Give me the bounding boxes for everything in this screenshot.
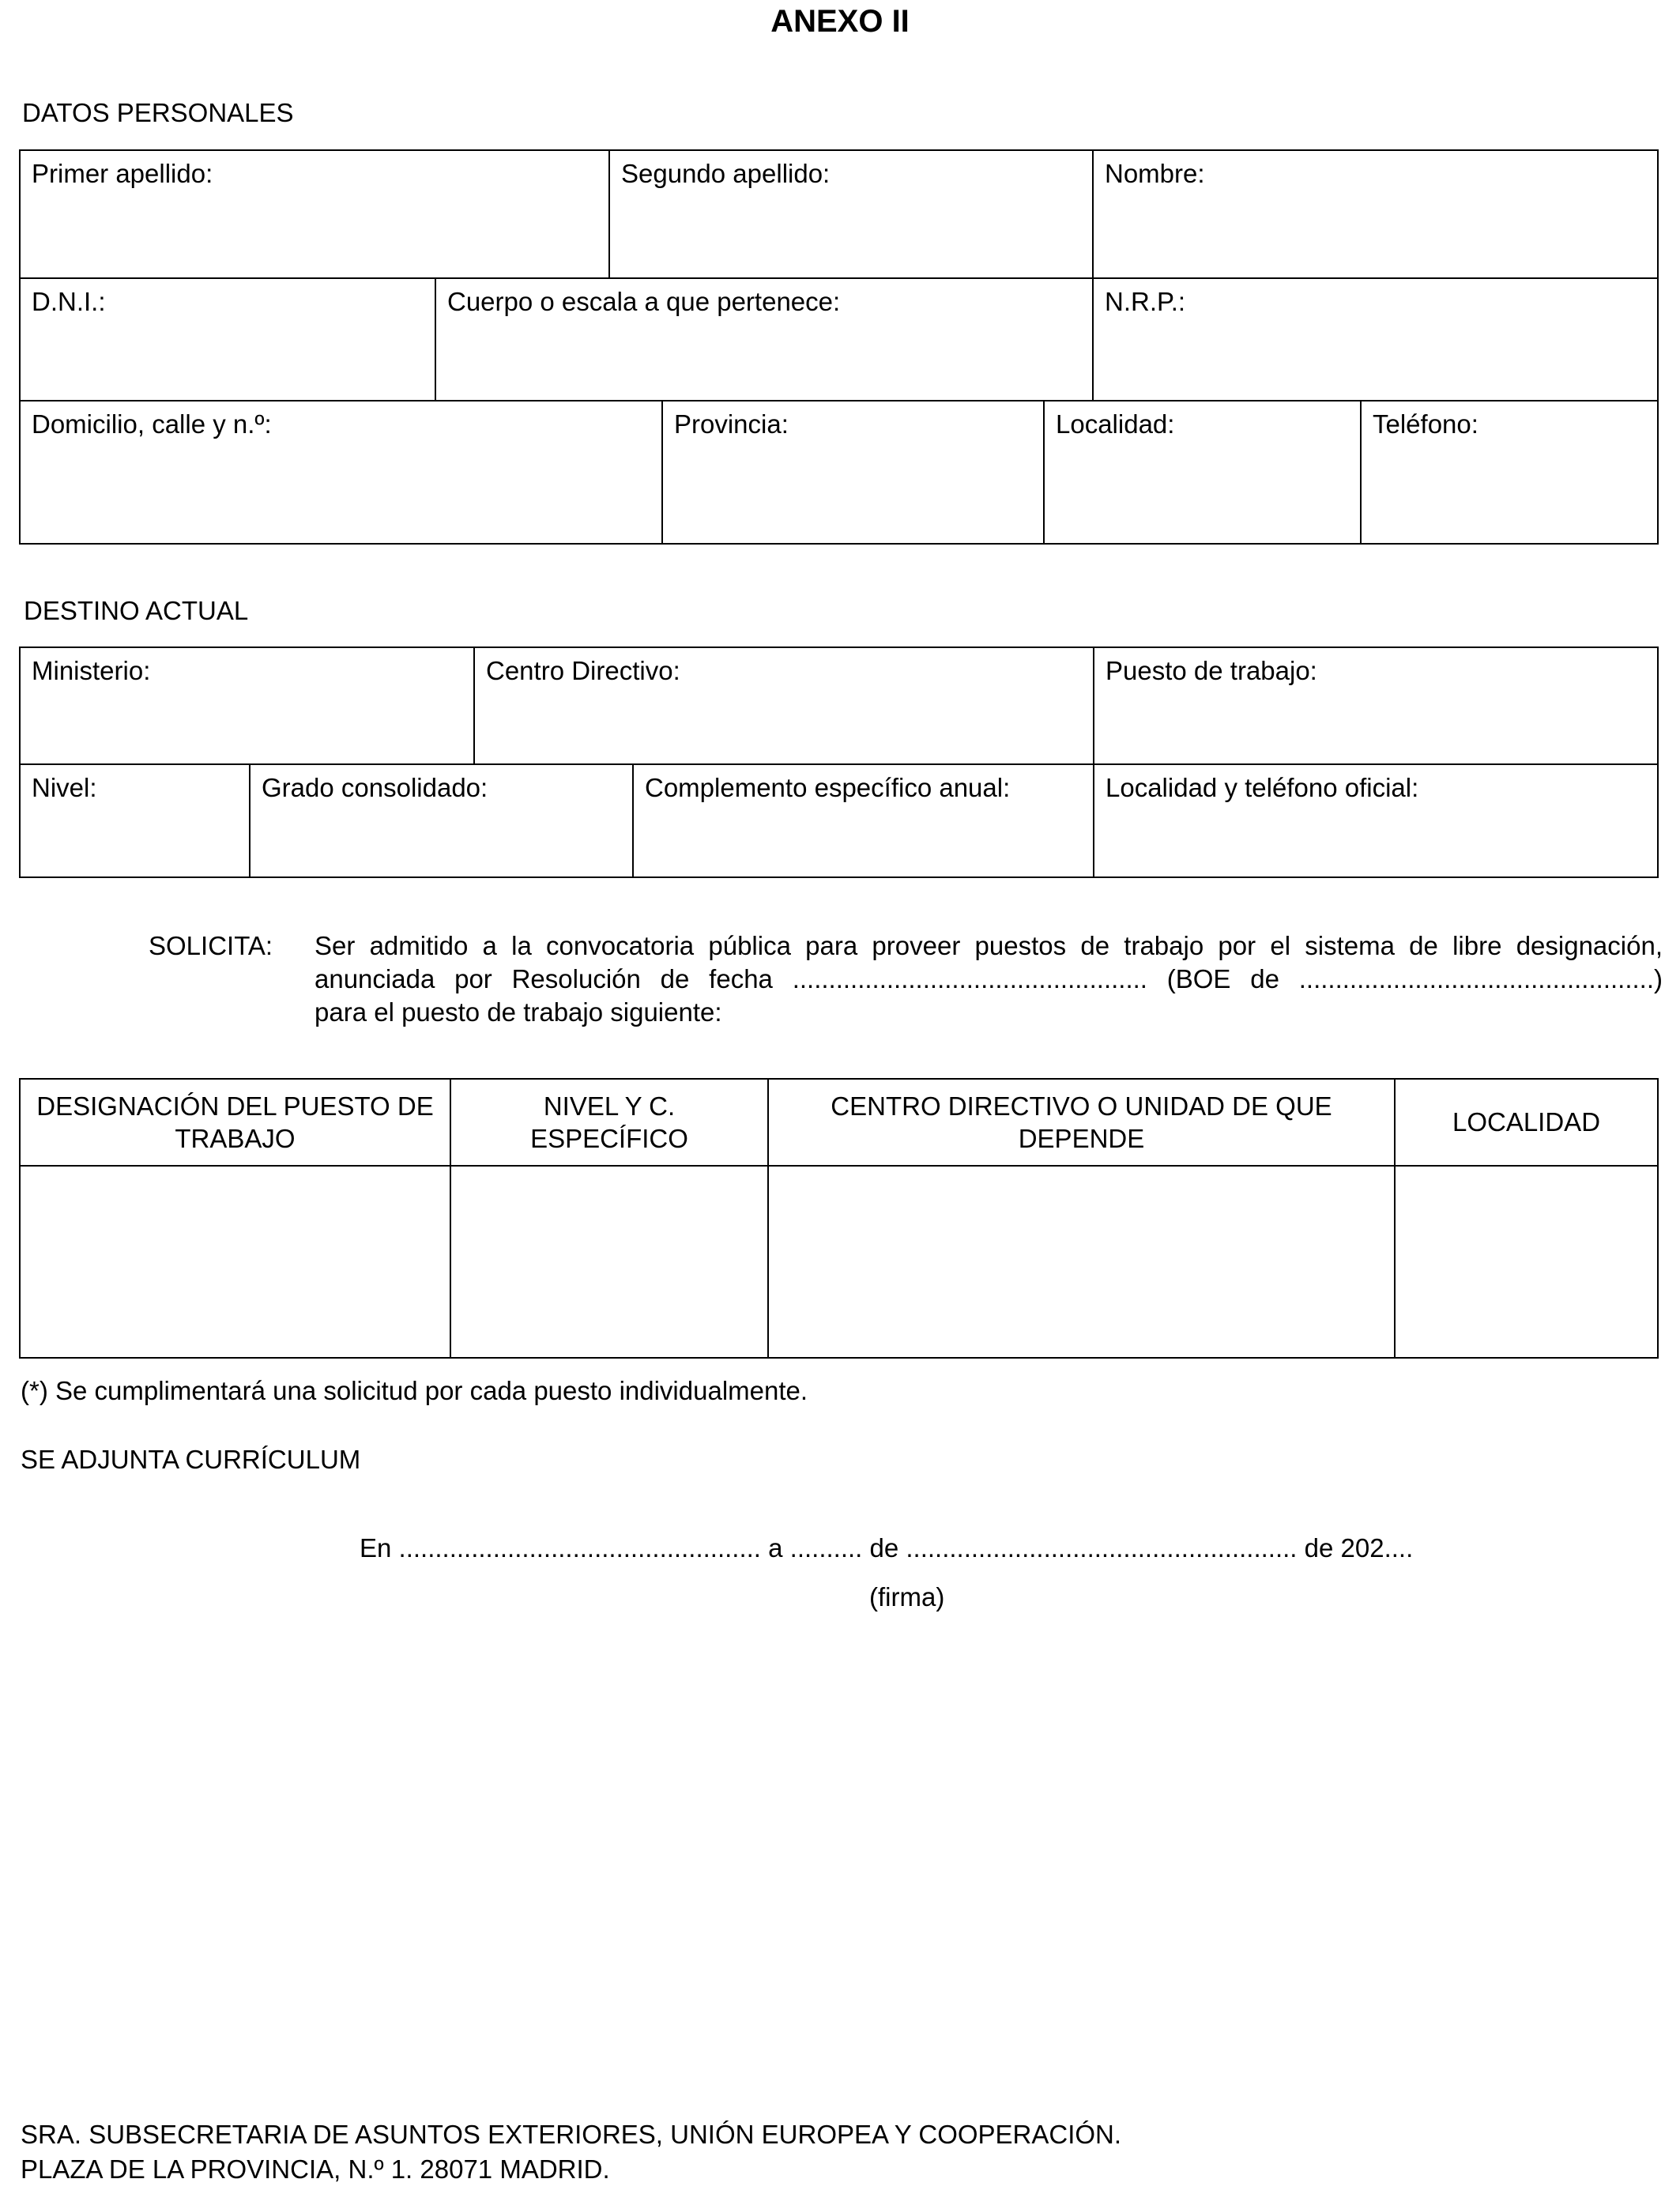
- field-domicilio[interactable]: [21, 401, 663, 543]
- document-title: ANEXO II: [770, 4, 910, 39]
- header-label: LOCALIDAD: [1452, 1107, 1601, 1137]
- field-nrp[interactable]: [1094, 279, 1657, 401]
- field-label: Segundo apellido:: [621, 159, 831, 188]
- field-label: Provincia:: [674, 409, 789, 439]
- table-cell-designacion[interactable]: [21, 1167, 451, 1357]
- field-telefono[interactable]: [1362, 401, 1657, 543]
- section-heading-datos-personales: DATOS PERSONALES: [22, 98, 294, 127]
- field-label: Nivel:: [32, 773, 97, 802]
- addressee-line-1: SRA. SUBSECRETARIA DE ASUNTOS EXTERIORES, UNIÓN EUROPEA Y COOPERACIÓN.: [21, 2120, 1122, 2149]
- header-label: CENTRO DIRECTIVO O UNIDAD DE QUE DEPENDE: [831, 1091, 1332, 1153]
- field-ministerio[interactable]: [21, 648, 475, 765]
- field-cuerpo-escala[interactable]: [436, 279, 1094, 401]
- addressee-line-2: PLAZA DE LA PROVINCIA, N.º 1. 28071 MADRID.: [21, 2154, 610, 2184]
- footnote: (*) Se cumplimentará una solicitud por cada puesto individualmente.: [21, 1376, 808, 1405]
- field-provincia[interactable]: [663, 401, 1045, 543]
- datos-personales-table: [19, 149, 1659, 545]
- solicita-line: para el puesto de trabajo siguiente:: [315, 997, 722, 1027]
- table-cell-nivel[interactable]: [451, 1167, 769, 1357]
- puesto-table: [19, 1078, 1659, 1359]
- field-dni[interactable]: [21, 279, 436, 401]
- field-nombre[interactable]: [1094, 151, 1657, 279]
- solicita-line: anunciada por Resolución de fecha ................................................. (BOE de .................................................): [315, 964, 1663, 993]
- field-label: Puesto de trabajo:: [1106, 656, 1317, 685]
- field-nivel[interactable]: [21, 765, 250, 876]
- table-header-designacion: [21, 1080, 451, 1167]
- field-label: Nombre:: [1105, 159, 1205, 188]
- field-label: Localidad:: [1056, 409, 1175, 439]
- field-label: Cuerpo o escala a que pertenece:: [447, 287, 841, 316]
- field-label: Grado consolidado:: [262, 773, 488, 802]
- header-label: DESIGNACIÓN DEL PUESTO DE TRABAJO: [36, 1091, 434, 1153]
- section-heading-destino-actual: DESTINO ACTUAL: [24, 596, 249, 625]
- field-puesto-de-trabajo[interactable]: [1094, 648, 1657, 765]
- solicita-line: Ser admitido a la convocatoria pública para proveer puestos de trabajo por el sistema de libre designación,: [315, 931, 1663, 960]
- firma-label: (firma): [869, 1582, 945, 1612]
- field-label: Localidad y teléfono oficial:: [1106, 773, 1419, 802]
- se-adjunta-curriculum: SE ADJUNTA CURRÍCULUM: [21, 1445, 361, 1474]
- table-header-localidad: [1396, 1080, 1657, 1167]
- field-label: N.R.P.:: [1105, 287, 1186, 316]
- field-label: D.N.I.:: [32, 287, 106, 316]
- field-centro-directivo[interactable]: [475, 648, 1094, 765]
- solicita-text: [315, 929, 1663, 1029]
- table-header-nivel: [451, 1080, 769, 1167]
- field-primer-apellido[interactable]: [21, 151, 610, 279]
- solicita-label: SOLICITA:: [149, 931, 273, 960]
- header-label: NIVEL Y C. ESPECÍFICO: [530, 1091, 688, 1153]
- table-cell-centro-directivo[interactable]: [769, 1167, 1396, 1357]
- field-segundo-apellido[interactable]: [610, 151, 1094, 279]
- field-label: Centro Directivo:: [486, 656, 680, 685]
- field-label: Domicilio, calle y n.º:: [32, 409, 272, 439]
- field-localidad[interactable]: [1045, 401, 1362, 543]
- field-localidad-telefono-oficial[interactable]: [1094, 765, 1657, 876]
- field-label: Complemento específico anual:: [645, 773, 1011, 802]
- field-grado-consolidado[interactable]: [250, 765, 634, 876]
- field-complemento-especifico[interactable]: [634, 765, 1094, 876]
- field-label: Ministerio:: [32, 656, 151, 685]
- fecha-lugar-line[interactable]: En .................................................. a .......... de ...................................................... de 202....: [360, 1533, 1414, 1563]
- destino-actual-table: [19, 647, 1659, 878]
- table-cell-localidad[interactable]: [1396, 1167, 1657, 1357]
- field-label: Teléfono:: [1373, 409, 1478, 439]
- table-header-centro-directivo: [769, 1080, 1396, 1167]
- field-label: Primer apellido:: [32, 159, 213, 188]
